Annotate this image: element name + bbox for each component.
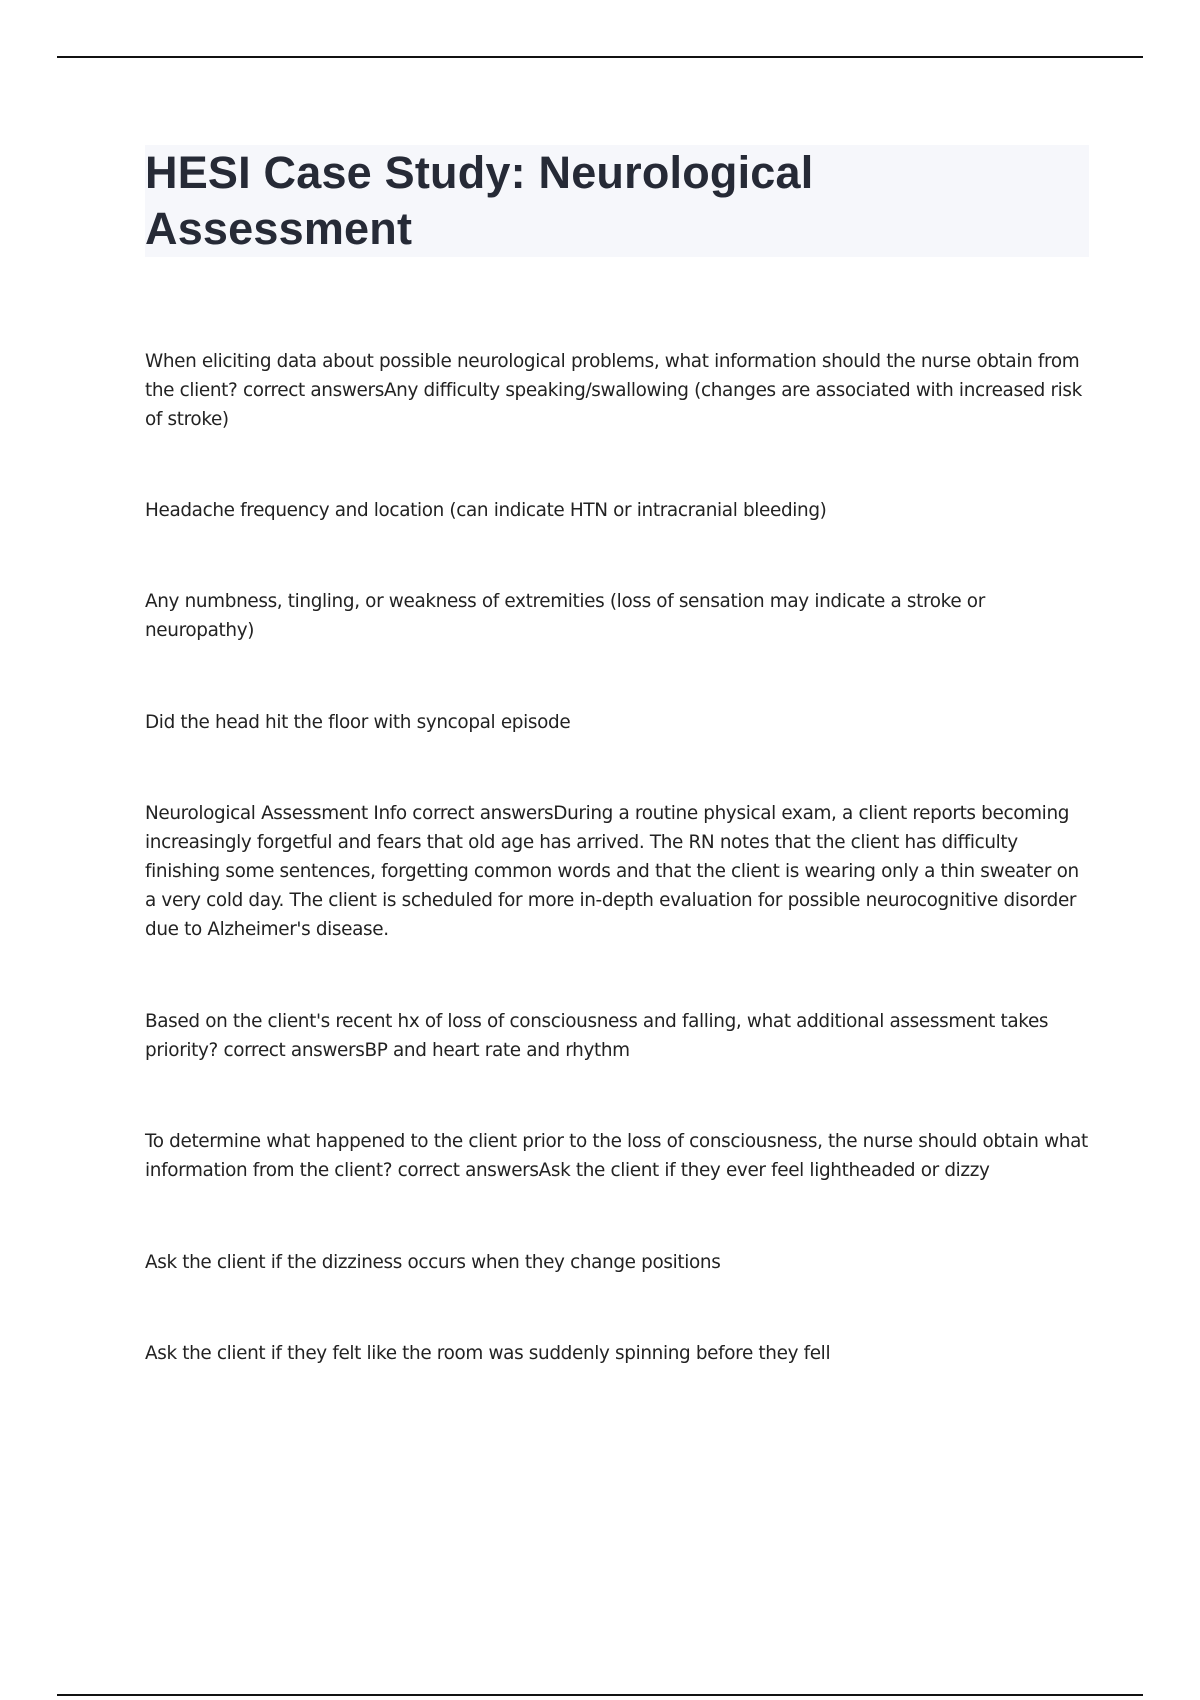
paragraph-5: Neurological Assessment Info correct answersDuring a routine physical exam, a client reports becoming increasingly forgetful and fears that old age has arrived. The RN notes that the client has difficulty finishing some sentences, forgetting common words and that the client is wearing only a thin sweater on a very cold day. The client is scheduled for more in-depth evaluation for possible neurocognitive disorder due to Alzheimer's disease. bbox=[145, 803, 1079, 940]
paragraph-8: Ask the client if the dizziness occurs when they change positions bbox=[145, 1252, 721, 1273]
bottom-rule bbox=[57, 1694, 1143, 1696]
title-banner bbox=[145, 145, 1089, 257]
paragraph-2: Headache frequency and location (can indicate HTN or intracranial bleeding) bbox=[145, 500, 827, 521]
paragraph-4: Did the head hit the floor with syncopal episode bbox=[145, 712, 571, 733]
paragraph-1: When eliciting data about possible neurological problems, what information should the nurse obtain from the client? correct answersAny difficulty speaking/swallowing (changes are associated with increased risk of stroke) bbox=[145, 351, 1082, 430]
paragraph-3: Any numbness, tingling, or weakness of extremities (loss of sensation may indicate a stroke or neuropathy) bbox=[145, 591, 985, 641]
page-title: HESI Case Study: Neurological Assessment bbox=[145, 147, 814, 254]
paragraph-6: Based on the client's recent hx of loss of consciousness and falling, what additional assessment takes priority? correct answersBP and heart rate and rhythm bbox=[145, 1011, 1049, 1061]
paragraph-9: Ask the client if they felt like the room was suddenly spinning before they fell bbox=[145, 1343, 831, 1364]
top-rule bbox=[57, 56, 1143, 58]
paragraph-7: To determine what happened to the client prior to the loss of consciousness, the nurse should obtain what information from the client? correct answersAsk the client if they ever feel lightheaded or dizzy bbox=[145, 1131, 1088, 1181]
